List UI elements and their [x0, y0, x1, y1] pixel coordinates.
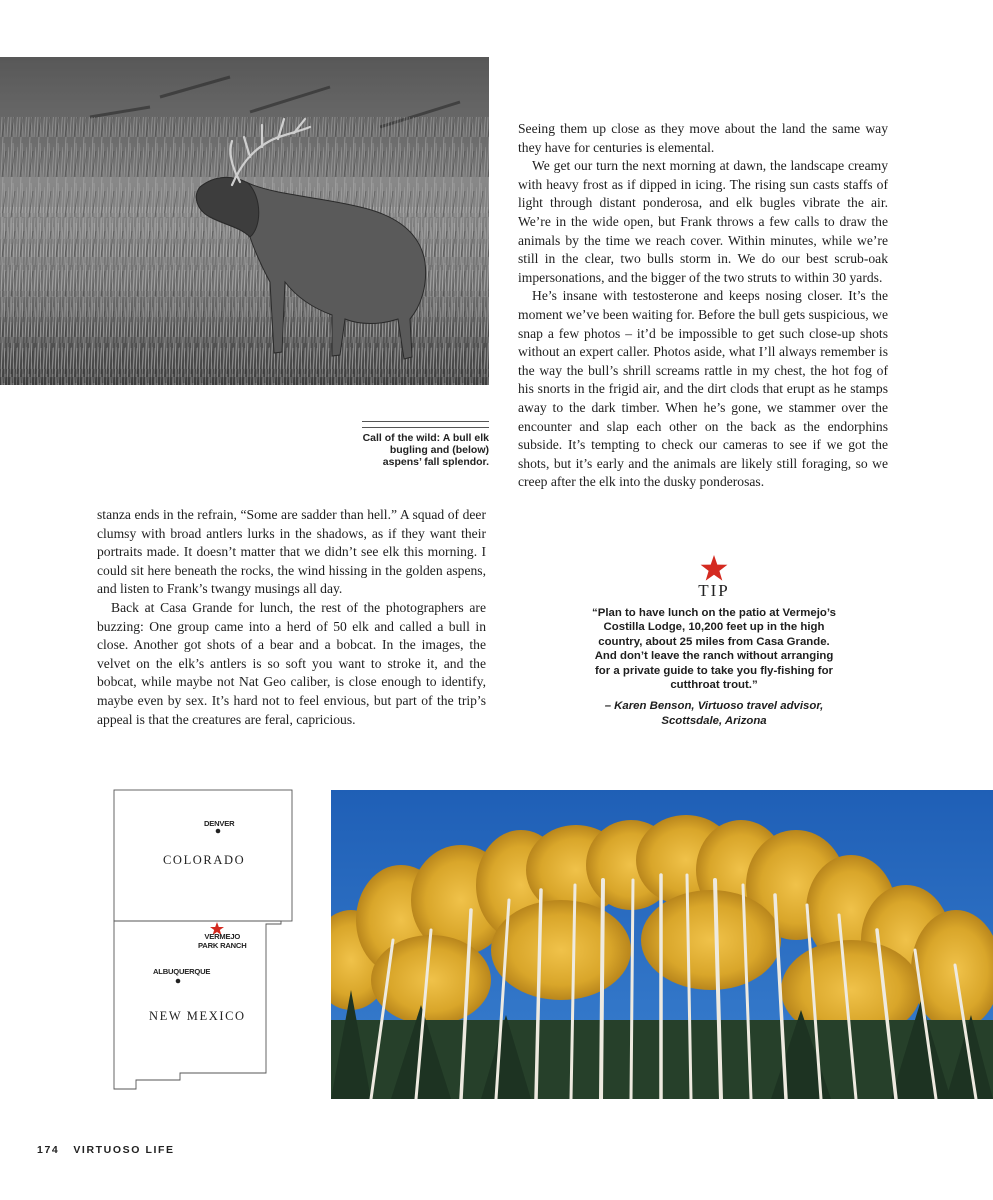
map-label-new-mexico: NEW MEXICO: [149, 1009, 246, 1023]
aspen-photo: [331, 790, 993, 1099]
map-label-colorado: COLORADO: [163, 853, 246, 867]
paragraph: Seeing them up close as they move about the land the same way they have for centuries is elemental.: [518, 121, 888, 155]
tip-attribution-line: Scottsdale, Arizona: [661, 714, 767, 727]
map-label-denver: DENVER: [204, 819, 235, 828]
article-column-right: [518, 120, 888, 492]
albuquerque-dot: [176, 979, 181, 984]
tip-box: [588, 555, 840, 728]
star-icon: [700, 555, 728, 582]
aspen-photo-image: [331, 790, 993, 1099]
paragraph: He’s insane with testosterone and keeps nosing closer. It’s the moment we’ve been waiting for. Before the bull gets suspicious, we snap a few photos – it’d be impossible to get such close-up shots without an expert caller. Photos aside, what I’ll always remember is the way the bull’s shrill screams rattle in my chest, the hot fog of his snorts in the frigid air, and the dirt clods that erupt as he stamps away to the dark timber. When he’s gone, we stammer over the encounter and slap each other on the back as the endorphins subside. It’s tempting to check our cameras to see if we got the shots, but it’s early and the animals are likely still foraging, so we creep after the elk into the dusky ponderosas.: [518, 288, 888, 490]
tip-attribution-line: – Karen Benson, Virtuoso travel advisor,: [604, 700, 824, 713]
denver-dot: [216, 829, 221, 834]
map-label-vermejo-line: VERMEJO: [204, 932, 241, 941]
tip-title: TIP: [698, 581, 730, 600]
tip-attribution: [588, 699, 840, 728]
elk-photo: [0, 57, 489, 385]
page-number: 174: [37, 1144, 60, 1156]
caption-rule: [362, 421, 489, 428]
elk-photo-image: [0, 57, 489, 385]
page-footer: [37, 1144, 175, 1156]
publication-name: VIRTUOSO LIFE: [73, 1144, 175, 1156]
map-label-albuquerque: ALBUQUERQUE: [153, 967, 211, 976]
caption-text: Call of the wild: A bull elk bugling and (below) aspens’ fall splendor.: [362, 432, 489, 468]
tip-quote: “Plan to have lunch on the patio at Vermejo’s Costilla Lodge, 10,200 feet up in the high country, about 25 miles from Casa Grande. And don’t leave the ranch without arranging for a private guide to take you fly-fishing for cutthroat trout.”: [592, 607, 836, 692]
article-column-left: [97, 506, 486, 729]
map-label-vermejo-line: PARK RANCH: [198, 941, 247, 950]
photo-caption: [362, 421, 489, 468]
paragraph: stanza ends in the refrain, “Some are sadder than hell.” A squad of deer clumsy with broad antlers lurks in the shadows, as if they want their portraits made. It doesn’t matter that we didn’t see elk this morning. I could sit here beneath the rocks, the wind hissing in the golden aspens, and listen to Frank’s twangy musings all day.: [97, 507, 486, 597]
map-label-vermejo: [198, 932, 246, 950]
paragraph: Back at Casa Grande for lunch, the rest of the photographers are buzzing: One group came into a herd of 50 elk and called a bull in close. Another got shots of a bear and a bobcat. In the images, the velvet on the elk’s antlers is so soft you want to stroke it, and the bobcat, while maybe not Nat Geo caliber, is close enough to identify, maybe even by sex. It’s hard not to feel envious, but part of the trip’s appeal is that the creatures are feral, capricious.: [97, 599, 486, 727]
paragraph: We get our turn the next morning at dawn, the landscape creamy with heavy frost as if dipped in icing. The rising sun casts staffs of light through distant ponderosa, and elk bugles vibrate the air. We’re in the wide open, but Frank throws a few calls to draw the animals by the time we reach cover. Within minutes, while we’re still in the clear, two bulls storm in. We do our best scrub-oak impersonations, and the bigger of the two struts to within 30 yards.: [518, 158, 888, 285]
locator-map: [112, 789, 296, 1097]
